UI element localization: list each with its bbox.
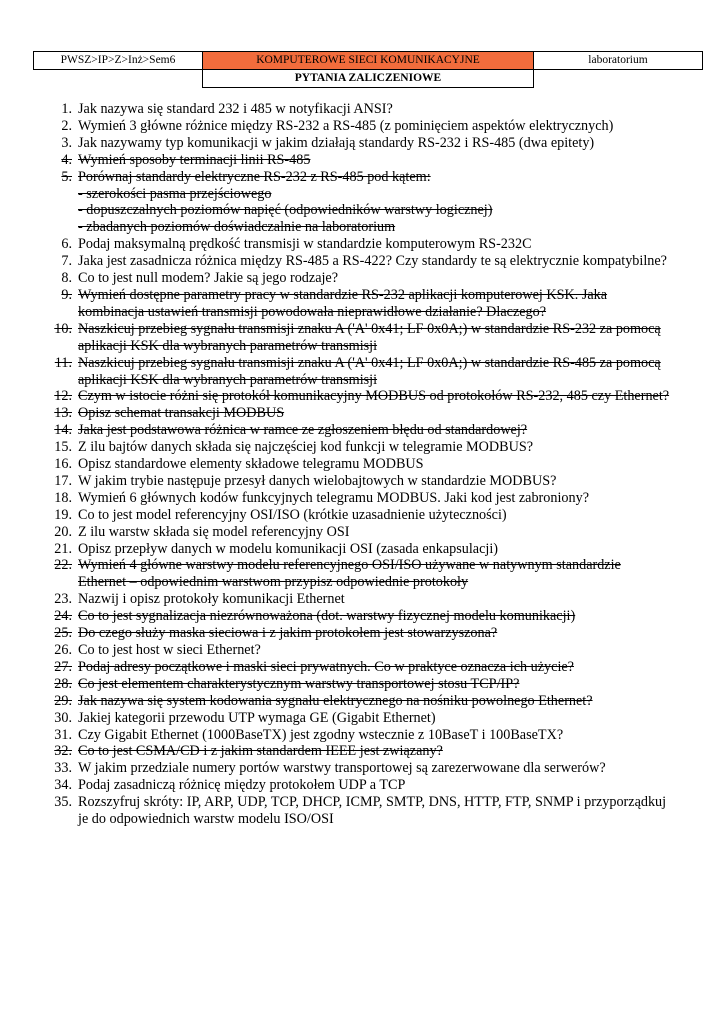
- question-subline: kombinacja ustawień transmisji powodowała nieprawidłowe działanie? Dlaczego?: [78, 303, 547, 320]
- question-number: 10 .: [42, 321, 72, 338]
- question-list: [42, 101, 692, 828]
- question-subline: Ethernet – odpowiednim warstwom przypisz odpowiednie protokoły: [78, 574, 469, 591]
- question-text: Czy Gigabit Ethernet (1000BaseTX) jest zgodny wstecznie z 10BaseT i 100BaseTX?: [78, 726, 564, 743]
- question-item: [42, 169, 692, 237]
- question-text: Z ilu warstw składa się model referencyjny OSI: [78, 523, 350, 540]
- course-code: PWSZ>IP>Z>Inż>Sem6: [34, 52, 203, 70]
- question-number: 34 .: [42, 777, 72, 794]
- question-item: [42, 676, 692, 693]
- question-text: Co to jest model referencyjny OSI/ISO (krótkie uzasadnienie użyteczności): [78, 506, 507, 523]
- question-number: 31 .: [42, 727, 72, 744]
- question-item: [42, 355, 692, 389]
- question-number: 24 .: [42, 608, 72, 625]
- question-item: [42, 777, 692, 794]
- question-item: [42, 642, 692, 659]
- question-text: Jaka jest podstawowa różnica w ramce ze zgłoszeniem błędu od standardowej?: [78, 422, 528, 439]
- question-number: 25 .: [42, 625, 72, 642]
- question-item: [42, 625, 692, 642]
- question-text: Wymień 4 główne warstwy modelu referencyjnego OSI/ISO używane w natywnym standardzie: [78, 557, 621, 574]
- question-text: Podaj adresy początkowe i maski sieci prywatnych. Co w praktyce oznacza ich użycie?: [78, 658, 574, 675]
- class-type: laboratorium: [534, 52, 703, 70]
- question-text: Do czego służy maska sieciowa i z jakim protokołem jest stowarzyszona?: [78, 625, 498, 642]
- question-number: 27 .: [42, 659, 72, 676]
- question-item: [42, 659, 692, 676]
- question-item: [42, 524, 692, 541]
- question-text: Opisz standardowe elementy składowe telegramu MODBUS: [78, 456, 424, 473]
- course-title: KOMPUTEROWE SIECI KOMUNIKACYJNE: [203, 52, 534, 70]
- question-item: [42, 422, 692, 439]
- question-subline: - zbadanych poziomów doświadczalnie na laboratorium: [78, 219, 396, 236]
- question-text: Jak nazywa się system kodowania sygnału elektrycznego na nośniku powolnego Ethernet?: [78, 692, 593, 709]
- question-number: 1 .: [42, 101, 72, 118]
- question-item: [42, 608, 692, 625]
- question-item: [42, 321, 692, 355]
- question-number: 33 .: [42, 760, 72, 777]
- question-subline: aplikacji KSK dla wybranych parametrów transmisji: [78, 371, 378, 388]
- header-empty-cell: [534, 70, 703, 88]
- question-number: 8 .: [42, 270, 72, 287]
- question-text: Opisz schemat transakcji MODBUS: [78, 405, 285, 422]
- question-text: Podaj zasadniczą różnicę między protokołem UDP a TCP: [78, 777, 406, 794]
- question-item: [42, 507, 692, 524]
- question-text: W jakim przedziale numery portów warstwy transportowej są zarezerwowane dla serwerów?: [78, 760, 606, 777]
- question-number: 21 .: [42, 541, 72, 558]
- question-text: Z ilu bajtów danych składa się najczęściej kod funkcji w telegramie MODBUS?: [78, 439, 534, 456]
- question-number: 19 .: [42, 507, 72, 524]
- question-number: 7 .: [42, 253, 72, 270]
- question-item: [42, 490, 692, 507]
- question-item: [42, 794, 692, 828]
- question-number: 17 .: [42, 473, 72, 490]
- question-number: 35 .: [42, 794, 72, 811]
- question-item: [42, 439, 692, 456]
- question-text: Co to jest CSMA/CD i z jakim standardem IEEE jest związany?: [78, 743, 443, 760]
- question-number: 15 .: [42, 439, 72, 456]
- question-text: Co to jest sygnalizacja niezrównoważona (dot. warstwy fizycznej modelu komunikacji): [78, 608, 576, 625]
- question-text: Naszkicuj przebieg sygnału transmisji znaku A ('A' 0x41; LF 0x0A;) w standardzie RS-232 za pomocą: [78, 320, 661, 337]
- question-text: Jak nazywamy typ komunikacji w jakim działają standardy RS-232 i RS-485 (dwa epitety): [78, 134, 595, 151]
- question-number: 6 .: [42, 236, 72, 253]
- question-number: 4 .: [42, 152, 72, 169]
- question-text: Naszkicuj przebieg sygnału transmisji znaku A ('A' 0x41; LF 0x0A;) w standardzie RS-485 za pomocą: [78, 354, 661, 371]
- question-number: 9 .: [42, 287, 72, 304]
- question-number: 11 .: [42, 355, 72, 372]
- question-text: Co to jest null modem? Jakie są jego rodzaje?: [78, 270, 339, 287]
- question-text: Porównaj standardy elektryczne RS-232 z RS-485 pod kątem:: [78, 168, 431, 185]
- question-number: 5 .: [42, 169, 72, 186]
- question-item: [42, 760, 692, 777]
- question-item: [42, 270, 692, 287]
- question-item: [42, 456, 692, 473]
- question-item: [42, 727, 692, 744]
- question-text: Wymień dostępne parametry pracy w standardzie RS-232 aplikacji komputerowej KSK. Jaka: [78, 286, 608, 303]
- question-number: 13 .: [42, 405, 72, 422]
- question-item: [42, 287, 692, 321]
- question-text: Wymień sposoby terminacji linii RS-485: [78, 151, 311, 168]
- question-number: 26 .: [42, 642, 72, 659]
- question-subline: aplikacji KSK dla wybranych parametrów transmisji: [78, 337, 378, 354]
- question-text: Czym w istocie różni się protokół komunikacyjny MODBUS od protokołów RS-232, 485 czy Ethernet?: [78, 388, 670, 405]
- question-text: Podaj maksymalną prędkość transmisji w standardzie komputerowym RS-232C: [78, 236, 532, 253]
- question-item: [42, 710, 692, 727]
- question-text: W jakim trybie następuje przesył danych wielobajtowych w standardzie MODBUS?: [78, 472, 557, 489]
- question-number: 18 .: [42, 490, 72, 507]
- question-text: Wymień 6 głównych kodów funkcyjnych telegramu MODBUS. Jaki kod jest zabroniony?: [78, 489, 589, 506]
- question-number: 12 .: [42, 388, 72, 405]
- question-number: 29 .: [42, 693, 72, 710]
- question-subline: - dopuszczalnych poziomów napięć (odpowiedników warstwy logicznej): [78, 202, 493, 219]
- question-number: 20 .: [42, 524, 72, 541]
- question-item: [42, 253, 692, 270]
- question-text: Nazwij i opisz protokoły komunikacji Ethernet: [78, 591, 345, 608]
- question-number: 23 .: [42, 591, 72, 608]
- header-table: [33, 51, 703, 88]
- document-subtitle: PYTANIA ZALICZENIOWE: [203, 70, 534, 88]
- question-text: Jak nazywa się standard 232 i 485 w notyfikacji ANSI?: [78, 101, 393, 117]
- question-number: 30 .: [42, 710, 72, 727]
- question-number: 28 .: [42, 676, 72, 693]
- question-item: [42, 388, 692, 405]
- question-item: [42, 135, 692, 152]
- question-subline: je do odpowiednich warstw modelu ISO/OSI: [78, 811, 334, 828]
- question-item: [42, 152, 692, 169]
- question-subline: - szerokości pasma przejściowego: [78, 185, 272, 202]
- question-item: [42, 541, 692, 558]
- question-number: 32 .: [42, 743, 72, 760]
- question-number: 22 .: [42, 557, 72, 574]
- question-item: [42, 591, 692, 608]
- question-item: [42, 473, 692, 490]
- question-text: Jakiej kategorii przewodu UTP wymaga GE (Gigabit Ethernet): [78, 709, 436, 726]
- question-text: Co jest elementem charakterystycznym warstwy transportowej stosu TCP/IP?: [78, 675, 520, 692]
- question-item: [42, 118, 692, 135]
- question-number: 2 .: [42, 118, 72, 135]
- question-number: 14 .: [42, 422, 72, 439]
- header-empty-cell: [34, 70, 203, 88]
- question-text: Co to jest host w sieci Ethernet?: [78, 642, 261, 658]
- question-text: Opisz przepływ danych w modelu komunikacji OSI (zasada enkapsulacji): [78, 540, 498, 557]
- question-item: [42, 405, 692, 422]
- question-item: [42, 693, 692, 710]
- question-item: [42, 743, 692, 760]
- question-item: [42, 557, 692, 591]
- question-item: [42, 236, 692, 253]
- question-text: Rozszyfruj skróty: IP, ARP, UDP, TCP, DHCP, ICMP, SMTP, DNS, HTTP, FTP, SNMP i przyporządkuj: [78, 794, 667, 811]
- question-text: Jaka jest zasadnicza różnica między RS-485 a RS-422? Czy standardy te są elektrycznie kompatybilne?: [78, 253, 667, 270]
- question-item: [42, 101, 692, 118]
- question-text: Wymień 3 główne różnice między RS-232 a RS-485 (z pominięciem aspektów elektrycznych): [78, 117, 614, 134]
- question-number: 16 .: [42, 456, 72, 473]
- question-number: 3 .: [42, 135, 72, 152]
